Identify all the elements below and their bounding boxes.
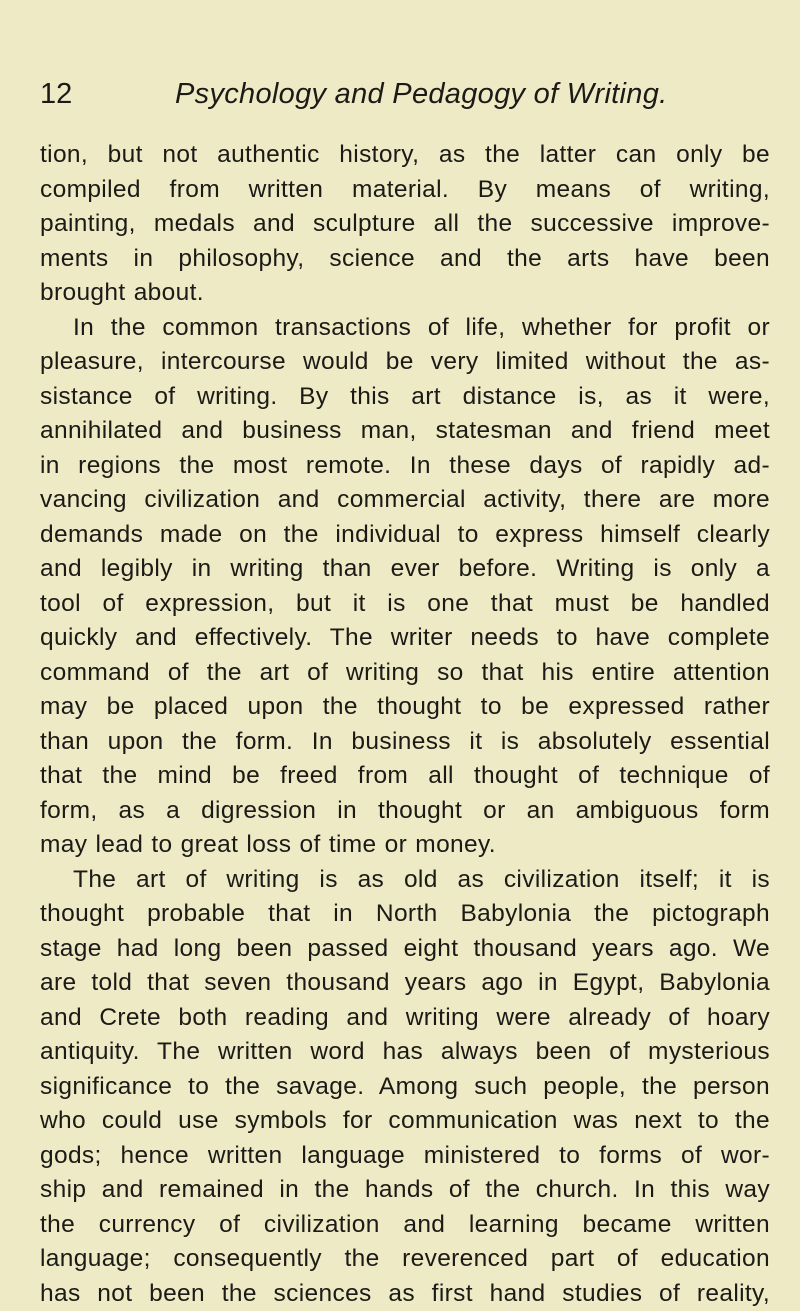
running-head — [40, 74, 770, 114]
text-line: has not been the sciences as first hand studies of reality, — [40, 1277, 770, 1311]
text-line: gods; hence written language ministered to forms of wor- — [40, 1139, 770, 1174]
text-line: ments in philosophy, science and the arts have been — [40, 242, 770, 277]
text-line: that the mind be freed from all thought of technique of — [40, 759, 770, 794]
page-number: 12 — [40, 74, 72, 114]
text-line: may be placed upon the thought to be expressed rather — [40, 690, 770, 725]
text-line: annihilated and business man, statesman and friend meet — [40, 414, 770, 449]
text-line: are told that seven thousand years ago in Egypt, Babylonia — [40, 966, 770, 1001]
text-line: demands made on the individual to express himself clearly — [40, 518, 770, 553]
text-line: stage had long been passed eight thousand years ago. We — [40, 932, 770, 967]
text-line: vancing civilization and commercial activity, there are more — [40, 483, 770, 518]
text-line: and Crete both reading and writing were already of hoary — [40, 1001, 770, 1036]
text-line: tion, but not authentic history, as the latter can only be — [40, 138, 770, 173]
text-line: ship and remained in the hands of the church. In this way — [40, 1173, 770, 1208]
body-text — [40, 138, 770, 1311]
text-line: language; consequently the reverenced part of education — [40, 1242, 770, 1277]
text-line: antiquity. The written word has always been of mysterious — [40, 1035, 770, 1070]
text-line: and legibly in writing than ever before. Writing is only a — [40, 552, 770, 587]
text-line: tool of expression, but it is one that must be handled — [40, 587, 770, 622]
text-line: In the common transactions of life, whether for profit or — [40, 311, 770, 346]
text-line: form, as a digression in thought or an ambiguous form — [40, 794, 770, 829]
text-line: command of the art of writing so that his entire attention — [40, 656, 770, 691]
text-line: sistance of writing. By this art distance is, as it were, — [40, 380, 770, 415]
text-line: who could use symbols for communication was next to the — [40, 1104, 770, 1139]
text-line: The art of writing is as old as civilization itself; it is — [40, 863, 770, 898]
text-line: significance to the savage. Among such people, the person — [40, 1070, 770, 1105]
text-line: in regions the most remote. In these days of rapidly ad- — [40, 449, 770, 484]
book-page — [40, 74, 770, 1311]
text-line: painting, medals and sculpture all the successive improve- — [40, 207, 770, 242]
text-line: than upon the form. In business it is absolutely essential — [40, 725, 770, 760]
text-line: compiled from written material. By means of writing, — [40, 173, 770, 208]
text-line: quickly and effectively. The writer needs to have complete — [40, 621, 770, 656]
text-line: pleasure, intercourse would be very limited without the as- — [40, 345, 770, 380]
running-title: Psychology and Pedagogy of Writing. — [175, 74, 668, 114]
text-line: brought about. — [40, 276, 770, 311]
text-line: may lead to great loss of time or money. — [40, 828, 770, 863]
text-line: thought probable that in North Babylonia the pictograph — [40, 897, 770, 932]
text-line: the currency of civilization and learning became written — [40, 1208, 770, 1243]
